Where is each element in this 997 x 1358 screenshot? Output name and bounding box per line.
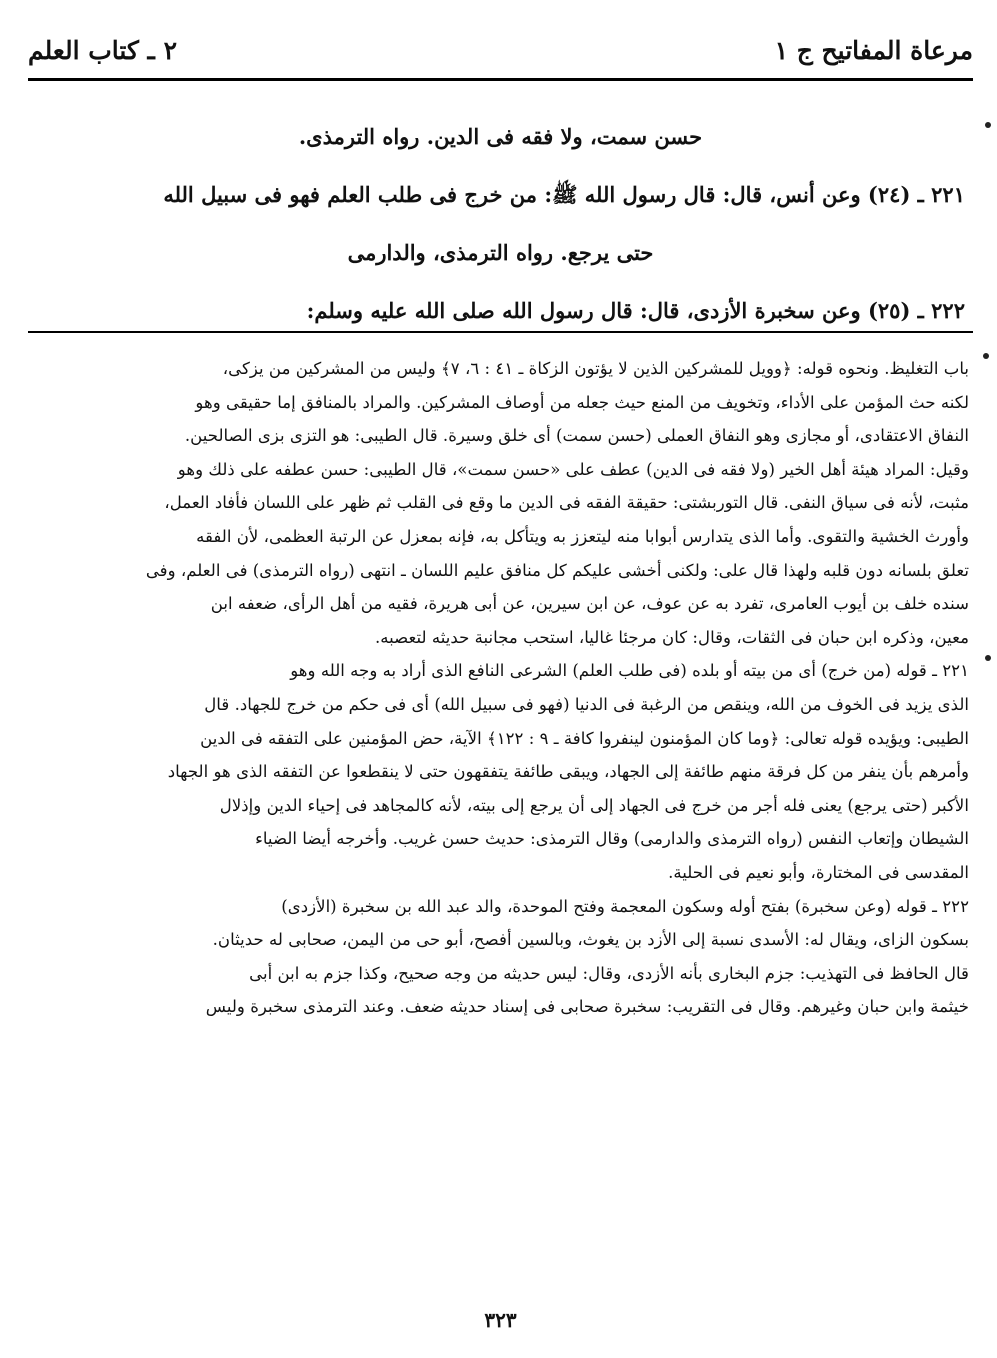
- commentary-line: معين، وذكره ابن حبان فى الثقات، وقال: كان مرجئا غاليا، استحب مجانبة حديثه لتعصبه.: [374, 627, 969, 647]
- hadith-line-4: ٢٢٢ ـ (٢٥) وعن سخبرة الأزدى، قال: قال رسول الله صلى الله عليه وسلم:: [306, 298, 965, 323]
- commentary-line: ٢٢١ ـ قوله (من خرج) أى من بيته أو بلده (فى طلب العلم) الشرعى النافع الذى أراد به وجه الله وهو: [290, 661, 969, 681]
- commentary-line: خيثمة وابن حبان وغيرهم. وقال فى التقريب: سخبرة صحابى فى إسناد حديثه ضعف. وعند الترمذى سخبرة وليس: [205, 997, 969, 1017]
- page-number: ٣٢٣: [484, 1308, 517, 1332]
- running-header: [28, 28, 973, 72]
- book-page: [28, 18, 973, 1338]
- hadith-line-1: حسن سمت، ولا فقه فى الدين. رواه الترمذى.: [298, 124, 703, 149]
- commentary-line: تعلق بلسانه دون قلبه ولهذا قال على: ولكنى أخشى عليكم كل منافق عليم اللسان ـ انتهى (رواه الترمذى) فى العلم، وفى: [145, 560, 969, 580]
- commentary-line: مثبت، لأنه فى سياق النفى. قال التوربشتى: حقيقة الفقه فى الدين ما وقع فى القلب ثم ظهر على اللسان فأفاد العمل،: [164, 493, 969, 513]
- hadith-line-2: ٢٢١ ـ (٢٤) وعن أنس، قال: قال رسول الله ﷺ: من خرج فى طلب العلم فهو فى سبيل الله: [163, 182, 965, 207]
- margin-mark: [985, 122, 991, 128]
- margin-mark: [983, 353, 989, 359]
- header-chapter-title: ٢ ـ كتاب العلم: [28, 35, 178, 65]
- hadith-text: [36, 108, 965, 340]
- commentary-line: سنده خلف بن أيوب العامرى، تفرد به عن عوف، عن ابن سيرين، عن أبى هريرة، فقيه من أهل الرأى، ضعفه ابن: [210, 594, 969, 614]
- commentary-line: وأمرهم بأن ينفر من كل فرقة منهم طائفة إلى الجهاد، ويبقى طائفة يتفقهون حتى لا ينقطعوا عن التفقه الذى هو الجهاد: [167, 762, 969, 782]
- commentary-line: لكنه حث المؤمن على الأداء، وتخويف من المنع حيث جعله من أوصاف المشركين. والمراد بالمنافق إما حقيقى وهو: [195, 392, 969, 412]
- commentary-line: الأكبر (حتى يرجع) يعنى فله أجر من خرج فى الجهاد إلى أن يرجع إلى بيته، لأنه كالمجاهد فى إحياء الدين وإذلال: [219, 795, 969, 815]
- hadith-line-3: حتى يرجع. رواه الترمذى، والدارمى: [347, 240, 654, 265]
- commentary-line: المقدسى فى المختارة، وأبو نعيم فى الحلية.: [668, 862, 969, 882]
- commentary-line: وأورث الخشية والتقوى. وأما الذى يتدارس أبوابا منه ليتعزز به ويتأكل به، فإنه بمعزل عن الرتبة العظمى، لأن الفقه: [196, 526, 969, 546]
- commentary-line: وقيل: المراد هيئة أهل الخير (ولا فقه فى الدين) عطف على «حسن سمت»، قال الطيبى: حسن عطفه على ذلك وهو: [177, 459, 969, 479]
- header-book-title: مرعاة المفاتيح ج ١: [774, 35, 973, 65]
- commentary-line: باب التغليظ. ونحوه قوله: ﴿وويل للمشركين الذين لا يؤتون الزكاة ـ ٤١ : ٦، ٧﴾ وليس من المشركين من يزكى،: [222, 359, 969, 378]
- commentary-line: ٢٢٢ ـ قوله (وعن سخبرة) بفتح أوله وسكون المعجمة وفتح الموحدة، والد عبد الله بن سخبرة (الأزدى): [281, 896, 969, 916]
- commentary-line: الشيطان وإتعاب النفس (رواه الترمذى والدارمى) وقال الترمذى: حديث حسن غريب. وأخرجه أيضا الضياء: [255, 829, 969, 849]
- commentary-line: قال الحافظ فى التهذيب: جزم البخارى بأنه الأزدى، وقال: ليس حديثه من وجه صحيح، وكذا جزم به ابن أبى: [249, 963, 969, 983]
- commentary-line: الذى يزيد فى الخوف من الله، وينقص من الرغبة فى الدنيا (فهو فى سبيل الله) أى فى حكم من خرج للجهاد. قال: [204, 694, 969, 714]
- commentary-line: النفاق الاعتقادى، أو مجازى وهو النفاق العملى (حسن سمت) أى خلق وسيرة. قال الطيبى: هو التزى بزى الصالحين.: [184, 426, 969, 446]
- section-divider: [28, 331, 973, 333]
- commentary-line: بسكون الزاى، ويقال له: الأسدى نسبة إلى الأزد بن يغوث، وبالسين أفصح، أبو حى من اليمن، صحابى له حديثان.: [212, 930, 969, 950]
- commentary-line: الطيبى: ويؤيده قوله تعالى: ﴿وما كان المؤمنون لينفروا كافة ـ ٩ : ١٢٢﴾ الآية، حض المؤمنين على التفقه فى الدين: [200, 728, 969, 748]
- margin-mark: [985, 655, 991, 661]
- header-rule: [28, 78, 973, 81]
- commentary-text: [32, 352, 969, 1024]
